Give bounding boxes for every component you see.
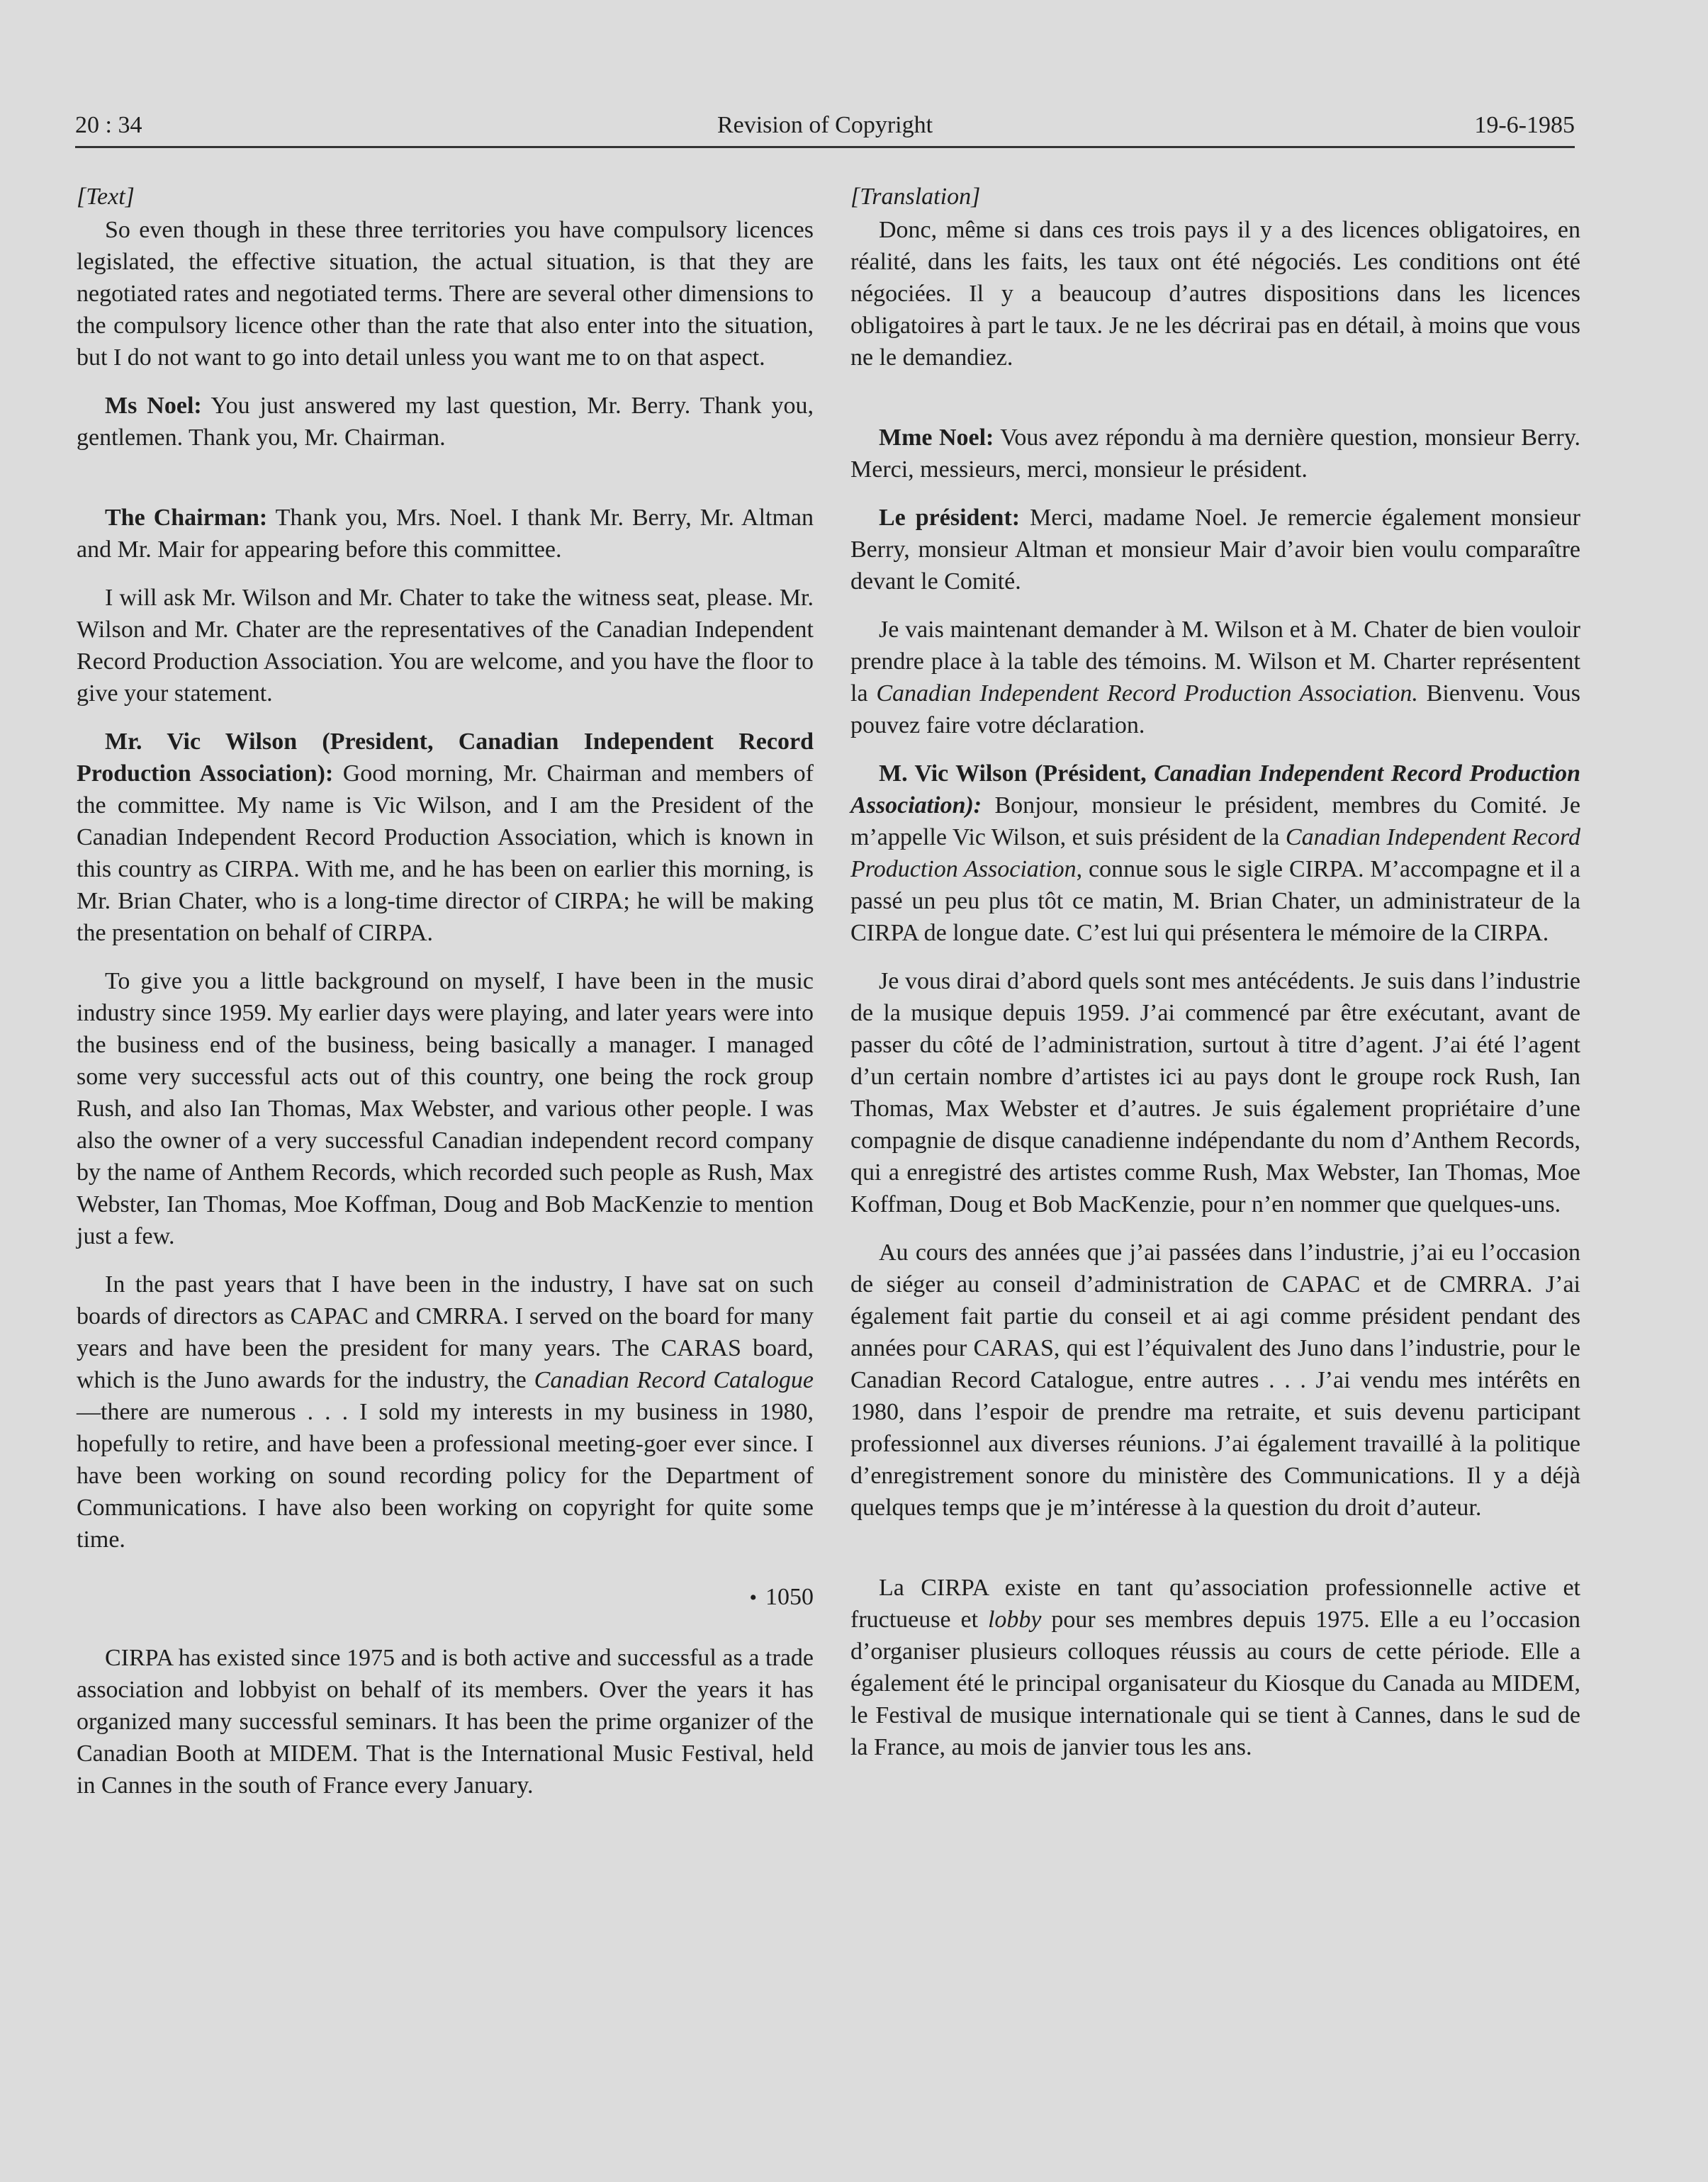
paragraph-text: Bienvenu. Vous pouvez faire votre déclaration. [850, 680, 1581, 738]
column-label: [Text] [77, 184, 135, 210]
bullet-icon: • [749, 1586, 757, 1609]
time-stamp: 1050 [765, 1584, 814, 1610]
italic-title: Canadian Independent Record Production Association [850, 824, 1581, 882]
speaker-name: Mr. Vic Wilson (President, Canadian Independent Record Production Association): [77, 729, 814, 787]
paragraph-text: Merci, madame Noel. Je remercie également monsieur Berry, monsieur Altman et monsieur Mair d’avoir bien voulu comparaître devant le Comité. [850, 505, 1580, 595]
paragraph-text: Vous avez répondu à ma dernière question, monsieur Berry. Merci, messieurs, merci, monsieur le président. [850, 424, 1580, 483]
column-label: [Translation] [850, 184, 981, 210]
paragraph [850, 502, 1580, 597]
column-label-text: Translation [860, 184, 972, 210]
paragraph: Au cours des années que j’ai passées dans l’industrie, j’ai eu l’occasion de siéger au conseil d’administration de CAPAC et de CMRRA. J’ai également fait partie du conseil et ai agi comme président pendant des années pour CARAS, qui est l’équivalent des Juno dans l’industrie, pour le Canadian Record Catalogue, entre autres . . . J’ai vendu mes intérêts en 1980, dans l’espoir de prendre ma retraite, et suis devenu participant professionnel aux diverses réunions. J’ai également travaillé à la politique d’enregistrement sonore du ministère des Communications. Il y a déjà quelques temps que je m’intéresse à la question du droit d’auteur. [850, 1239, 1580, 1521]
paragraph: Donc, même si dans ces trois pays il y a des licences obligatoires, en réalité, dans les faits, les taux ont été négociés. Les conditions ont été négociées. Il y a beaucoup d’autres dispositions dans les licences obligatoires à part le taux. Je ne les décrirai pas en détail, à moins que vous ne le demandiez. [850, 217, 1580, 371]
speaker-name: Ms Noel: [105, 393, 202, 419]
paragraph-text: Bonjour, monsieur le président, membres du Comité. Je m’appelle Vic Wilson, et suis président de la [850, 792, 1580, 850]
paragraph: To give you a little background on myself, I have been in the music industry since 1959. My earlier days were playing, and later years were into the business end of the business, being basically a manager. I managed some very successful acts out of this country, one being the rock group Rush, and also Ian Thomas, Max Webster, and various other people. I was also the owner of a very successful Canadian independent record company by the name of Anthem Records, which recorded such people as Rush, Max Webster, Ian Thomas, Moe Koffman, Doug and Bob MacKenzie to mention just a few. [77, 968, 814, 1249]
publication-title: Revision of Copyright [717, 112, 933, 138]
paragraph [850, 1572, 1580, 1763]
italic-term: lobby [987, 1607, 1042, 1633]
paragraph [850, 422, 1580, 485]
paragraph [77, 1269, 814, 1556]
paragraph: So even though in these three territories you have compulsory licences legislated, the effective situation, the actual situation, is that they are negotiated rates and negotiated terms. There are several other dimensions to the compulsory licence other than the rate that also enter into the situation, but I do not want to go into detail unless you want me to on that aspect. [77, 217, 814, 371]
paragraph: I will ask Mr. Wilson and Mr. Chater to take the witness seat, please. Mr. Wilson and Mr. Chater are the representatives of the Canadian Independent Record Production Association. You are welcome, and you have the floor to give your statement. [77, 585, 814, 707]
time-marker [77, 1581, 814, 1614]
speaker-name: Mme Noel: [879, 424, 994, 451]
speaker-name: M. Vic Wilson (Président, [879, 760, 1147, 787]
page-number: 20 : 34 [75, 112, 142, 138]
speaker-name: The Chairman: [105, 505, 268, 531]
paragraph [77, 726, 814, 949]
paragraph [77, 502, 814, 566]
paragraph-text: , connue sous le sigle CIRPA. M’accompagne et il a passé un peu plus tôt ce matin, M. Brian Chater, un administrateur de la CIRPA de longue date. C’est lui qui présentera le mémoire de la CIRPA. [850, 856, 1580, 946]
paragraph-text: La CIRPA existe en tant qu’association professionnelle active et fructueuse et [850, 1575, 1580, 1633]
paragraph-text: Thank you, Mrs. Noel. I thank Mr. Berry, Mr. Altman and Mr. Mair for appearing before this committee. [77, 505, 814, 563]
paragraph-text: You just answered my last question, Mr. Berry. Thank you, gentlemen. Thank you, Mr. Chairman. [77, 393, 814, 451]
italic-title: Canadian Record Catalogue [534, 1367, 814, 1393]
speaker-affiliation: Canadian Independent Record Production Association): [850, 760, 1581, 819]
paragraph-text: pour ses membres depuis 1975. Elle a eu l’occasion d’organiser plusieurs colloques réussis au cours de cette période. Elle a également été le principal organisateur du Kiosque du Canada au MIDEM, le Festival de musique internationale qui se tient à Cannes, dans le sud de la France, au mois de janvier tous les ans. [850, 1607, 1580, 1760]
paragraph: Je vous dirai d’abord quels sont mes antécédents. Je suis dans l’industrie de la musique depuis 1959. J’ai commencé par être exécutant, avant de passer du côté de l’administration, surtout à titre d’agent. J’ai été l’agent d’un certain nombre d’artistes ici au pays dont le groupe rock Rush, Ian Thomas, Max Webster et d’autres. Je suis également propriétaire d’une compagnie de disque canadienne indépendante du nom d’Anthem Records, qui a enregistré des artistes comme Rush, Max Webster, Ian Thomas, Moe Koffman, Doug et Bob MacKenzie, pour n’en nommer que quelques-uns. [850, 968, 1580, 1217]
paragraph-text: In the past years that I have been in the industry, I have sat on such boards of directors as CAPAC and CMRRA. I served on the board for many years and have been the president for many years. The CARAS board, which is the Juno awards for the industry, the [77, 1271, 814, 1393]
french-column [850, 181, 1580, 1779]
italic-title: Canadian Independent Record Production Association. [876, 680, 1418, 707]
sitting-date: 19-6-1985 [1474, 112, 1575, 138]
paragraph [77, 390, 814, 454]
column-label-text: Text [86, 184, 125, 210]
paragraph [850, 758, 1580, 949]
running-header [75, 108, 1575, 148]
speaker-name: Le président: [879, 505, 1021, 531]
paragraph [850, 614, 1580, 741]
paragraph-text: Good morning, Mr. Chairman and members of the committee. My name is Vic Wilson, and I am the President of the Canadian Independent Record Production Association, which is known in this country as CIRPA. With me, and he has been on earlier this morning, is Mr. Brian Chater, who is a long-time director of CIRPA; he will be making the presentation on behalf of CIRPA. [77, 760, 814, 946]
paragraph-text: —there are numerous . . . I sold my interests in my business in 1980, hopefully to retire, and have been a professional meeting-goer ever since. I have been working on sound recording policy for the Department of Communications. I have also been working on copyright for quite some time. [77, 1399, 814, 1553]
english-column [77, 181, 814, 1818]
paragraph: CIRPA has existed since 1975 and is both active and successful as a trade association and lobbyist on behalf of its members. Over the years it has organized many successful seminars. It has been the prime organizer of the Canadian Booth at MIDEM. That is the International Music Festival, held in Cannes in the south of France every January. [77, 1645, 814, 1799]
paragraph-text: Je vais maintenant demander à M. Wilson et à M. Chater de bien vouloir prendre place à la table des témoins. M. Wilson et M. Charter représentent la [850, 617, 1580, 707]
